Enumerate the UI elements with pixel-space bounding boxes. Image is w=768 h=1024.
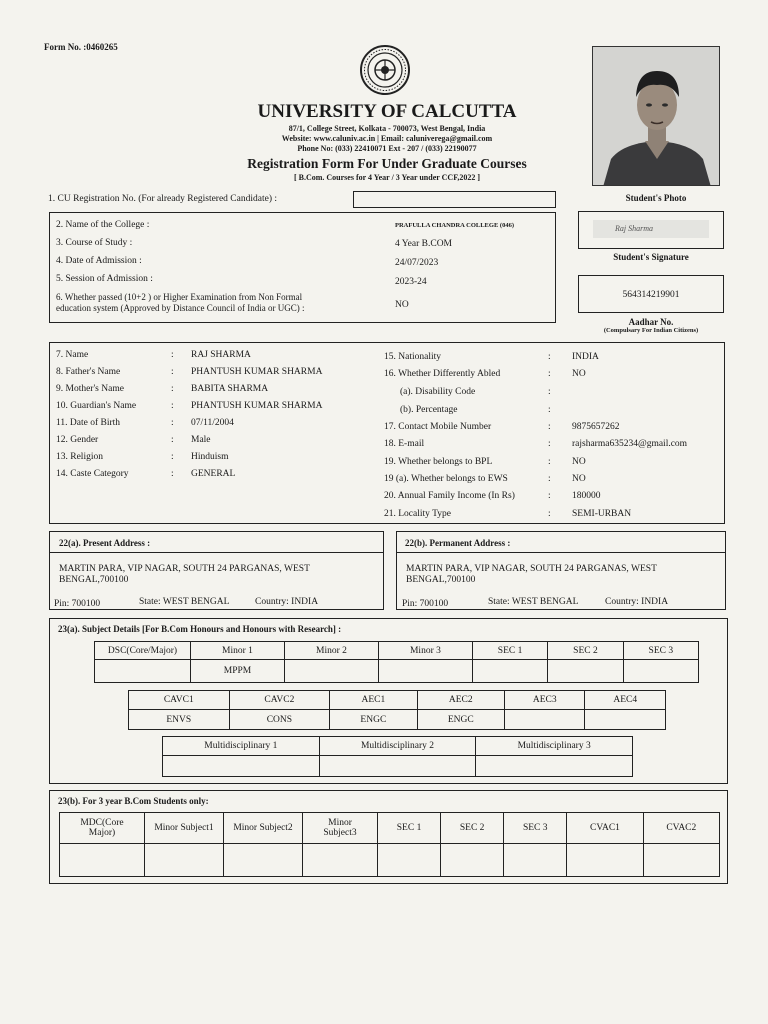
table-header: Minor Subject3 <box>303 813 378 844</box>
percentage-label: (b). Percentage <box>400 405 458 415</box>
cu-reg-input[interactable] <box>353 191 556 208</box>
aadhar-note: (Compulsary For Indian Citizens) <box>603 327 699 334</box>
permanent-state: State: WEST BENGAL <box>488 597 579 607</box>
email-label: 18. E-mail <box>384 439 425 449</box>
gender-label: 12. Gender <box>56 435 99 445</box>
guardian-name-label: 10. Guardian's Name <box>56 401 137 411</box>
colon: : <box>171 469 174 479</box>
table-header: CAVC2 <box>229 691 330 710</box>
university-website: Website: www.caluniv.ac.in | Email: caluniverega@gmail.com <box>281 134 493 143</box>
course-label: 3. Course of Study : <box>56 238 133 248</box>
form-title: Registration Form For Under Graduate Courses <box>247 156 527 171</box>
table-header: Multidisciplinary 1 <box>163 737 320 756</box>
photo-label: Student's Photo <box>625 193 687 203</box>
table-cell <box>284 660 378 683</box>
email-value: rajsharma635234@gmail.com <box>572 439 688 449</box>
table-header: Multidisciplinary 2 <box>319 737 476 756</box>
dob-value: 07/11/2004 <box>191 418 234 428</box>
table-header: CAVC1 <box>129 691 230 710</box>
college-label: 2. Name of the College : <box>56 220 150 230</box>
table-cell <box>303 844 378 877</box>
colon: : <box>171 452 174 462</box>
colon: : <box>548 439 551 449</box>
table-header: Minor 1 <box>191 642 285 660</box>
bpl-value: NO <box>572 457 586 467</box>
table-cell <box>504 844 567 877</box>
table-header: Minor Subject2 <box>224 813 303 844</box>
table-cell <box>548 660 623 683</box>
table-header: SEC 1 <box>472 642 547 660</box>
mobile-label: 17. Contact Mobile Number <box>384 422 492 432</box>
permanent-address-line2: BENGAL,700100 <box>406 575 476 585</box>
income-value: 180000 <box>572 491 601 501</box>
course-value: 4 Year B.COM <box>395 239 453 249</box>
q6-line2: education system (Approved by Distance Council of India or UGC) : <box>56 303 305 313</box>
present-address-line2: BENGAL,700100 <box>59 575 129 585</box>
table-cell <box>476 756 633 777</box>
university-title: UNIVERSITY OF CALCUTTA <box>257 101 517 122</box>
signature-text: Raj Sharma <box>615 224 653 233</box>
colon: : <box>171 401 174 411</box>
colon: : <box>171 384 174 394</box>
university-phone: Phone No: (033) 22410071 Ext - 207 / (033) 22190077 <box>297 144 477 153</box>
permanent-address-title: 22(b). Permanent Address : <box>405 538 511 548</box>
father-name-value: PHANTUSH KUMAR SHARMA <box>191 367 323 377</box>
session-value: 2023-24 <box>395 277 427 287</box>
table-header: DSC(Core/Major) <box>95 642 191 660</box>
name-value: RAJ SHARMA <box>191 350 251 360</box>
differently-abled-value: NO <box>572 369 586 379</box>
religion-value: Hinduism <box>191 452 229 462</box>
table-cell: CONS <box>229 710 330 730</box>
locality-value: SEMI-URBAN <box>572 509 632 519</box>
table-cell <box>585 710 666 730</box>
colon: : <box>548 387 551 397</box>
table-header: SEC 3 <box>504 813 567 844</box>
bpl-label: 19. Whether belongs to BPL <box>384 457 493 467</box>
permanent-pin: Pin: 700100 <box>402 599 449 609</box>
colon: : <box>171 367 174 377</box>
aadhar-label: Aadhar No. <box>628 317 674 327</box>
college-value: PRAFULLA CHANDRA COLLEGE (046) <box>395 222 514 229</box>
nationality-label: 15. Nationality <box>384 352 441 362</box>
present-address-line1: MARTIN PARA, VIP NAGAR, SOUTH 24 PARGANAS, WEST <box>59 564 310 574</box>
table-cell: ENGC <box>330 710 417 730</box>
session-label: 5. Session of Admission : <box>56 274 153 284</box>
table-cell <box>441 844 504 877</box>
gender-value: Male <box>191 435 211 445</box>
table-cell <box>623 660 698 683</box>
table-header: Minor Subject1 <box>145 813 224 844</box>
table-header: SEC 3 <box>623 642 698 660</box>
table-header: SEC 1 <box>378 813 441 844</box>
university-address: 87/1, College Street, Kolkata - 700073, West Bengal, India <box>288 124 486 133</box>
personal-details-box <box>49 342 725 524</box>
present-address-title: 22(a). Present Address : <box>59 538 151 548</box>
table-cell <box>378 844 441 877</box>
subjects-table-3 <box>162 736 633 777</box>
colon: : <box>548 352 551 362</box>
form-number: Form No. :0460265 <box>44 42 118 52</box>
table-cell: MPPM <box>191 660 285 683</box>
ews-label: 19 (a). Whether belongs to EWS <box>384 474 508 484</box>
colon: : <box>548 405 551 415</box>
table-cell <box>163 756 320 777</box>
table-header: CVAC2 <box>643 813 719 844</box>
colon: : <box>548 422 551 432</box>
signature-box <box>578 211 724 249</box>
dob-label: 11. Date of Birth <box>56 418 121 428</box>
mother-name-value: BABITA SHARMA <box>191 384 269 394</box>
table-header: AEC2 <box>417 691 504 710</box>
colon: : <box>548 474 551 484</box>
table-header: Minor 2 <box>284 642 378 660</box>
subjects-3yr-table <box>59 812 720 877</box>
table-header: SEC 2 <box>548 642 623 660</box>
colon: : <box>548 491 551 501</box>
subjects-table-2 <box>128 690 666 730</box>
caste-label: 14. Caste Category <box>56 469 129 479</box>
admission-date-label: 4. Date of Admission : <box>56 256 142 266</box>
colon: : <box>171 418 174 428</box>
colon: : <box>548 509 551 519</box>
form-subtitle: [ B.Com. Courses for 4 Year / 3 Year under CCF,2022 ] <box>293 173 481 182</box>
table-header: AEC1 <box>330 691 417 710</box>
aadhar-value: 564314219901 <box>622 290 680 300</box>
name-label: 7. Name <box>56 350 89 360</box>
nationality-value: INDIA <box>572 352 599 362</box>
subjects-table-1 <box>94 641 699 683</box>
ews-value: NO <box>572 474 586 484</box>
table-cell <box>472 660 547 683</box>
locality-label: 21. Locality Type <box>384 509 451 519</box>
guardian-name-value: PHANTUSH KUMAR SHARMA <box>191 401 323 411</box>
table-cell <box>319 756 476 777</box>
table-header: Multidisciplinary 3 <box>476 737 633 756</box>
college-details-box <box>49 212 556 323</box>
differently-abled-label: 16. Whether Differently Abled <box>384 369 501 379</box>
student-photo <box>592 46 720 186</box>
admission-date-value: 24/07/2023 <box>395 258 439 268</box>
permanent-address-line1: MARTIN PARA, VIP NAGAR, SOUTH 24 PARGANAS, WEST <box>406 564 657 574</box>
table-cell: ENGC <box>417 710 504 730</box>
table-cell <box>378 660 472 683</box>
mother-name-label: 9. Mother's Name <box>56 384 124 394</box>
university-seal-icon <box>359 44 411 96</box>
father-name-label: 8. Father's Name <box>56 367 121 377</box>
colon: : <box>171 350 174 360</box>
present-country: Country: INDIA <box>255 597 319 607</box>
table-header: CVAC1 <box>567 813 643 844</box>
table-cell <box>60 844 145 877</box>
q6-value: NO <box>395 300 409 310</box>
colon: : <box>548 369 551 379</box>
colon: : <box>548 457 551 467</box>
subjects-3yr-title: 23(b). For 3 year B.Com Students only: <box>58 796 209 806</box>
signature-label: Student's Signature <box>613 252 689 262</box>
caste-value: GENERAL <box>191 469 236 479</box>
present-state: State: WEST BENGAL <box>139 597 230 607</box>
q6-line1: 6. Whether passed (10+2 ) or Higher Examination from Non Formal <box>56 292 303 302</box>
subjects-4yr-title: 23(a). Subject Details [For B.Com Honours and Honours with Research] : <box>58 624 342 634</box>
table-cell: ENVS <box>129 710 230 730</box>
colon: : <box>171 435 174 445</box>
disability-code-label: (a). Disability Code <box>400 387 476 397</box>
table-header: MDC(Core Major) <box>60 813 145 844</box>
table-header: AEC3 <box>504 691 585 710</box>
religion-label: 13. Religion <box>56 452 103 462</box>
income-label: 20. Annual Family Income (In Rs) <box>384 491 515 501</box>
aadhar-box <box>578 275 724 313</box>
mobile-value: 9875657262 <box>572 422 620 432</box>
table-cell <box>567 844 643 877</box>
table-cell <box>95 660 191 683</box>
permanent-address-box <box>396 531 726 610</box>
cu-reg-label: 1. CU Registration No. (For already Registered Candidate) : <box>48 194 278 204</box>
present-address-box <box>49 531 384 610</box>
present-pin: Pin: 700100 <box>54 599 101 609</box>
table-header: AEC4 <box>585 691 666 710</box>
table-cell <box>643 844 719 877</box>
table-header: Minor 3 <box>378 642 472 660</box>
table-header: SEC 2 <box>441 813 504 844</box>
table-cell <box>145 844 224 877</box>
table-cell <box>224 844 303 877</box>
table-cell <box>504 710 585 730</box>
permanent-country: Country: INDIA <box>605 597 669 607</box>
